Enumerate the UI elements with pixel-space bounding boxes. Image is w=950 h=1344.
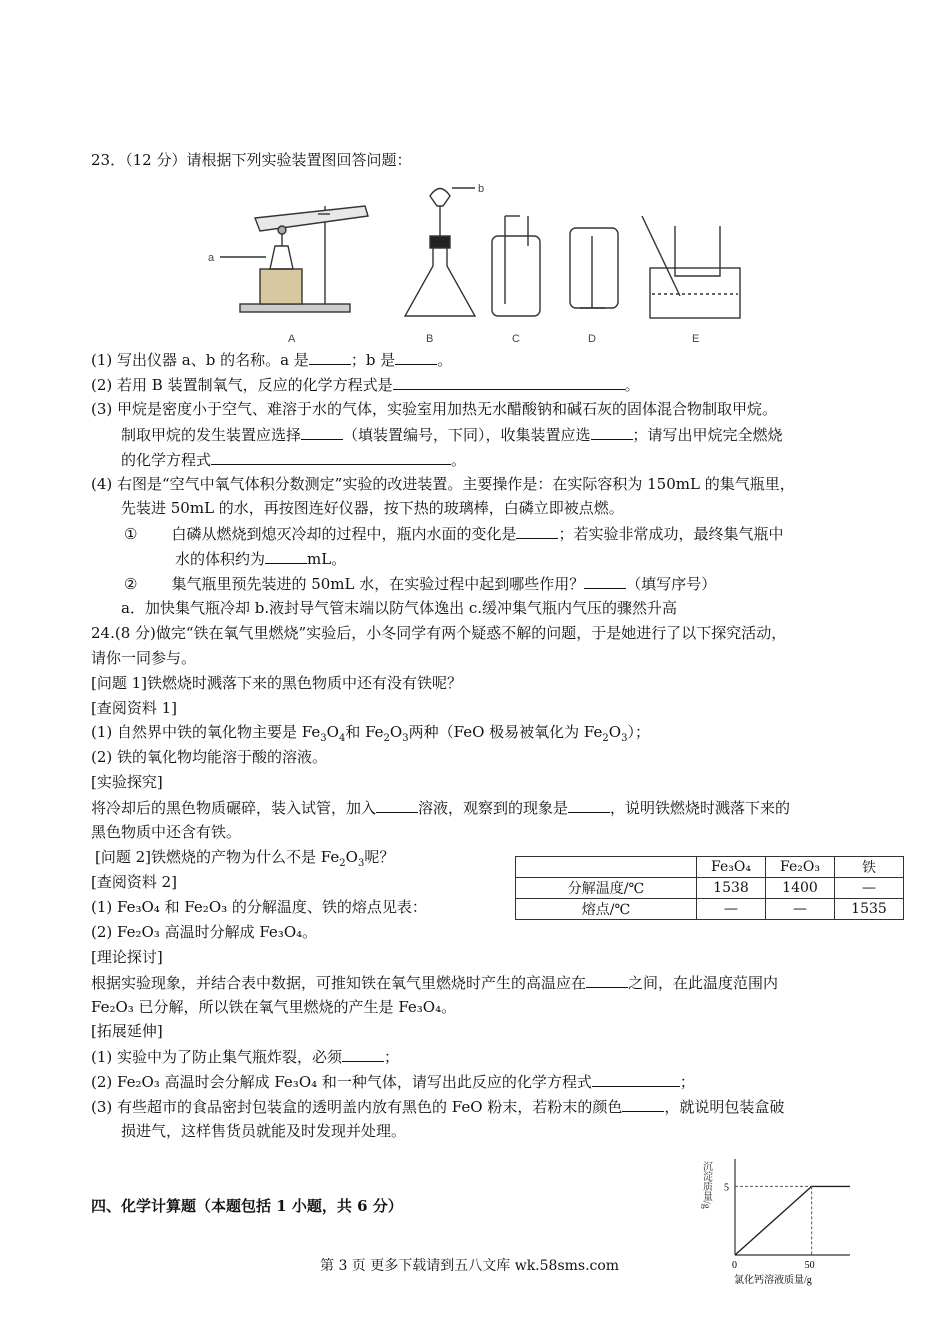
q23-p2: (2) 若用 B 装置制氧气，反应的化学方程式是 。 <box>91 376 640 394</box>
q23-p3-l1: (3) 甲烷是密度小于空气、难溶于水的气体，实验室用加热无水醋酸钠和碱石灰的固体混合物制取甲烷。 <box>91 400 778 418</box>
q23-p4-opts: a．加快集气瓶冷却 b.液封导气管末端以防气体逸出 c.缓冲集气瓶内气压的骤然升高 <box>121 599 678 617</box>
table-header-row <box>516 857 904 878</box>
fig-label-E: E <box>692 333 700 345</box>
q24-ref2-1: (1) Fe₃O₄ 和 Fe₂O₃ 的分解温度、铁的熔点见表： <box>91 898 427 916</box>
q23-p4-s1-l2: 水的体积约为 mL。 <box>175 550 347 568</box>
table-cell: Fe₃O₄ <box>697 857 766 878</box>
blank-phenomenon[interactable] <box>568 797 610 813</box>
q24-ref1: [查阅资料 1] <box>91 699 178 717</box>
blank-water-change[interactable] <box>516 523 558 539</box>
table-cell: 铁 <box>835 857 904 878</box>
q24-prob1: [问题 1]铁燃烧时溅落下来的黑色物质中还有没有铁呢？ <box>91 674 463 692</box>
q24-ext3: (3) 有些超市的食品密封包装盒的透明盖内放有黑色的 FeO 粉末，若粉末的颜色 ，就说明包装盒破 <box>91 1098 785 1116</box>
fig-label-D: D <box>588 333 596 345</box>
label-b: b <box>478 183 485 195</box>
table-cell <box>516 857 697 878</box>
blank-color[interactable] <box>622 1096 664 1112</box>
section4-heading: 四、化学计算题（本题包括 1 小题，共 6 分） <box>91 1197 403 1215</box>
q24-exp: [实验探究] <box>91 773 163 791</box>
table-row <box>516 899 904 920</box>
q24-intro-l1: 24.(8 分)做完“铁在氧气里燃烧”实验后，小冬同学有两个疑惑不解的问题，于是她进行了以下探究活动， <box>91 624 787 642</box>
fig-label-C: C <box>512 333 520 345</box>
q23-p4-s1: ① 白磷从燃烧到熄灭冷却的过程中，瓶内水面的变化是 ；若实验非常成功，最终集气瓶中 <box>124 525 784 543</box>
blank-solution[interactable] <box>376 797 418 813</box>
x-tick-label-0: 0 <box>732 1260 737 1271</box>
blank-temp-range[interactable] <box>586 972 628 988</box>
chart-ylabel: 沉淀质量/g <box>700 1161 712 1209</box>
table-cell: 1400 <box>766 878 835 899</box>
blank-a[interactable] <box>309 349 351 365</box>
q23-p3-l3: 的化学方程式 。 <box>121 451 467 469</box>
apparatus-figure <box>200 176 760 348</box>
q24-ref1-2: (2) 铁的氧化物均能溶于酸的溶液。 <box>91 748 328 766</box>
blank-prevent[interactable] <box>342 1046 384 1062</box>
q23-p4-l1: (4) 右图是“空气中氧气体积分数测定”实验的改进装置。主要操作是：在实际容积为 150mL 的集气瓶里， <box>91 475 795 493</box>
q24-ext3-l2: 损进气，这样售货员就能及时发现并处理。 <box>121 1122 407 1140</box>
table-cell: — <box>835 878 904 899</box>
q24-exp-l1: 将冷却后的黑色物质碾碎，装入试管，加入 溶液，观察到的现象是 ，说明铁燃烧时溅落下来的 <box>91 799 791 817</box>
blank-methane-eq[interactable] <box>211 449 451 465</box>
q24-ref2: [查阅资料 2] <box>91 873 178 891</box>
q23-p4-l2: 先装进 50mL 的水，再按图连好仪器，按下热的玻璃棒，白磷立即被点燃。 <box>121 499 624 517</box>
fig-label-A: A <box>288 333 296 345</box>
blank-volume[interactable] <box>265 548 307 564</box>
q23-p4-s2: ② 集气瓶里预先装进的 50mL 水，在实验过程中起到哪些作用？ （填写序号） <box>124 575 717 593</box>
q23-p1: (1) 写出仪器 a、b 的名称。a 是 ；b 是 。 <box>91 351 453 369</box>
y-tick-label-5: 5 <box>724 1182 729 1194</box>
q24-theory: [理论探讨] <box>91 948 163 966</box>
page-footer: 第 3 页 更多下载请到五八文库 wk.58sms.com <box>320 1258 620 1274</box>
q24-prob2: [问题 2]铁燃烧的产物为什么不是 $Fe_2O_3$呢？ <box>95 848 395 869</box>
table-cell: Fe₂O₃ <box>766 857 835 878</box>
blank-water-role[interactable] <box>584 573 626 589</box>
q24-intro-l2: 请你一同参与。 <box>91 649 197 667</box>
x-tick-label-50: 50 <box>804 1260 815 1271</box>
table-cell: 熔点/℃ <box>516 899 697 920</box>
table-cell: — <box>697 899 766 920</box>
label-a: a <box>208 252 215 264</box>
q23-p3-l2: 制取甲烷的发生装置应选择 （填装置编号，下同），收集装置应选 ；请写出甲烷完全燃烧 <box>121 426 783 444</box>
blank-equation[interactable] <box>393 374 625 390</box>
table-cell: 1535 <box>835 899 904 920</box>
table-cell: — <box>766 899 835 920</box>
blank-b[interactable] <box>395 349 437 365</box>
q24-ref2-2: (2) Fe₂O₃ 高温时分解成 Fe₃O₄。 <box>91 923 318 941</box>
q24-ext: [拓展延伸] <box>91 1022 163 1040</box>
data-table <box>515 856 904 920</box>
blank-generator[interactable] <box>301 424 343 440</box>
q24-ext2: (2) Fe₂O₃ 高温时会分解成 Fe₃O₄ 和一种气体，请写出此反应的化学方程式 ； <box>91 1073 695 1091</box>
q24-ref1-1: (1) 自然界中铁的氧化物主要是 $Fe_3O_4$和 $Fe_2O_3$两种（FeO 极易被氧化为 $Fe_2O_3$）； <box>91 723 650 744</box>
fig-label-B: B <box>426 333 434 345</box>
blank-decomp-eq[interactable] <box>592 1071 680 1087</box>
q24-exp-l2: 黑色物质中还含有铁。 <box>91 823 242 841</box>
q23-title: 23．（12 分）请根据下列实验装置图回答问题： <box>91 151 412 169</box>
table-row <box>516 878 904 899</box>
chart-xlabel: 氯化钙溶液质量/g <box>734 1275 812 1286</box>
table-cell: 分解温度/℃ <box>516 878 697 899</box>
blank-collector[interactable] <box>591 424 633 440</box>
precipitate-chart <box>700 1155 860 1290</box>
q24-theory-l2: Fe₂O₃ 已分解，所以铁在氧气里燃烧的产生是 Fe₃O₄。 <box>91 998 457 1016</box>
q24-ext1: (1) 实验中为了防止集气瓶炸裂，必须 ； <box>91 1048 400 1066</box>
table-cell: 1538 <box>697 878 766 899</box>
series-line <box>735 1186 850 1255</box>
q24-theory-l1: 根据实验现象，并结合表中数据，可推知铁在氧气里燃烧时产生的高温应在 之间，在此温度范围内 <box>91 974 779 992</box>
